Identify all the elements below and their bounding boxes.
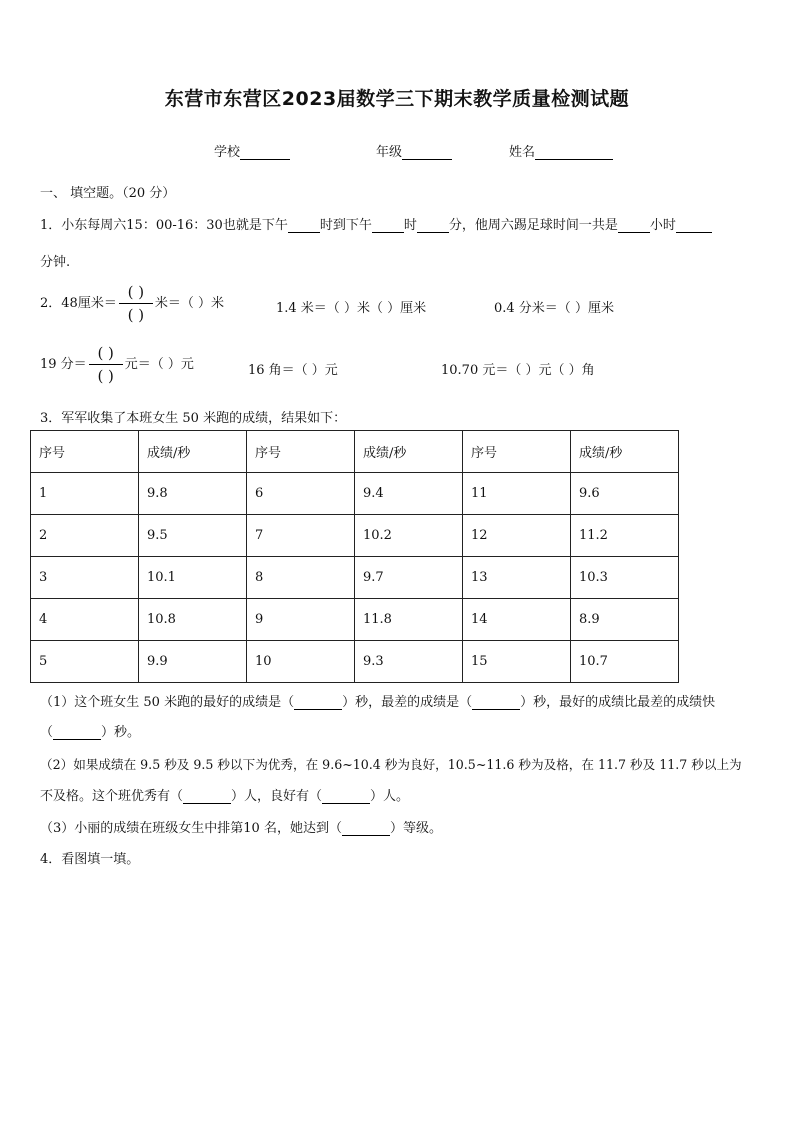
q3-text: ）等级。 (389, 821, 442, 836)
table-cell: 4 (31, 599, 139, 641)
grade-blank[interactable] (402, 146, 452, 160)
table-cell: 9.9 (139, 641, 247, 683)
table-row (31, 515, 679, 557)
table-header-cell: 序号 (31, 431, 139, 473)
q2-text: 19 分＝ (40, 357, 87, 372)
school-label: 学校 (214, 145, 241, 160)
q3-text: ）人。 (370, 789, 410, 804)
name-field (509, 141, 613, 160)
table-cell: 14 (463, 599, 571, 641)
table-cell: 8.9 (571, 599, 679, 641)
q3-sub3-blank[interactable] (342, 823, 390, 836)
table-header-cell: 序号 (463, 431, 571, 473)
table-cell: 9.8 (139, 473, 247, 515)
q1-blank-2[interactable] (372, 218, 404, 233)
grade-label: 年级 (376, 145, 403, 160)
question-1-cont: 分钟. (40, 255, 71, 270)
q3-text: （3）小丽的成绩在班级女生中排第10 名，她达到（ (40, 821, 342, 836)
fraction-denominator[interactable]: ( ) (97, 367, 114, 385)
q3-sub3 (40, 817, 442, 836)
table-cell: 2 (31, 515, 139, 557)
table-cell: 9.5 (139, 515, 247, 557)
q2-text: 2．48厘米＝ (40, 296, 117, 311)
page-title: 东营市东营区2023届数学三下期末教学质量检测试题 (164, 88, 630, 110)
table-cell: 10.7 (571, 641, 679, 683)
q1-text: 时到下午 (319, 218, 372, 233)
section-heading: 一、 填空题。（20 分） (40, 186, 176, 201)
q2-line2-a (40, 344, 194, 385)
question-4: 4．看图填一填。 (40, 852, 140, 867)
q3-sub2: （2）如果成绩在 9.5 秒及 9.5 秒以下为优秀，在 9.6~10.4 秒为良好，10.5~11.6 秒为及格，在 11.7 秒及 11.7 秒以上为 (40, 757, 742, 772)
table-cell: 11.2 (571, 515, 679, 557)
q2-line2-b: 16 角＝（ ）元 (248, 363, 338, 378)
question-3-intro: 3．军军收集了本班女生 50 米跑的成绩，结果如下： (40, 411, 347, 426)
q2-line1-c: 0.4 分米＝（ ）厘米 (494, 301, 614, 316)
table-header-row (31, 431, 679, 473)
fraction-bar (89, 364, 123, 365)
fraction-denominator[interactable]: ( ) (127, 306, 145, 324)
q3-text: ）秒，最好的成绩比最差的成绩快 (520, 695, 716, 710)
q3-text: （ (40, 725, 54, 740)
table-cell: 10.2 (355, 515, 463, 557)
table-cell: 10 (247, 641, 355, 683)
q3-sub1-blank-3[interactable] (53, 727, 101, 740)
school-field (214, 141, 290, 160)
table-cell: 1 (31, 473, 139, 515)
table-cell: 12 (463, 515, 571, 557)
table-header-cell: 成绩/秒 (139, 431, 247, 473)
q1-text: 1．小东每周六15：00-16：30也就是下午 (40, 218, 288, 233)
q3-text: 不及格。这个班优秀有（ (40, 789, 184, 804)
table-cell: 9.7 (355, 557, 463, 599)
table-cell: 15 (463, 641, 571, 683)
q1-blank-4[interactable] (618, 218, 650, 233)
q2-text: 米＝（ ）米 (154, 296, 224, 311)
table-cell: 9.4 (355, 473, 463, 515)
fraction (119, 283, 153, 324)
table-row (31, 641, 679, 683)
q3-sub2-blank-1[interactable] (183, 791, 231, 804)
name-blank[interactable] (535, 146, 613, 160)
table-cell: 9.3 (355, 641, 463, 683)
table-cell: 9.6 (571, 473, 679, 515)
q3-text: ）人，良好有（ (231, 789, 323, 804)
table-cell: 9 (247, 599, 355, 641)
table-header-cell: 成绩/秒 (355, 431, 463, 473)
q2-text: 元＝（ ）元 (124, 357, 194, 372)
table-cell: 11.8 (355, 599, 463, 641)
q2-line1-a (40, 283, 224, 324)
q1-blank-1[interactable] (288, 218, 320, 233)
table-row (31, 599, 679, 641)
q2-line1-b: 1.4 米＝（ ）米（ ）厘米 (276, 301, 427, 316)
table-cell: 5 (31, 641, 139, 683)
table-cell: 10.8 (139, 599, 247, 641)
table-header-cell: 成绩/秒 (571, 431, 679, 473)
q1-text: 时 (403, 218, 417, 233)
table-cell: 7 (247, 515, 355, 557)
table-cell: 11 (463, 473, 571, 515)
fraction-numerator[interactable]: ( ) (97, 344, 114, 362)
q1-text: 分，他周六踢足球时间一共是 (448, 218, 618, 233)
q3-sub2-blank-2[interactable] (322, 791, 370, 804)
grade-field (376, 141, 452, 160)
fraction (89, 344, 123, 385)
table-row (31, 557, 679, 599)
table-row (31, 473, 679, 515)
table-cell: 13 (463, 557, 571, 599)
fraction-bar (119, 303, 153, 304)
table-cell: 8 (247, 557, 355, 599)
q3-sub1-cont (40, 721, 140, 740)
q1-blank-3[interactable] (417, 218, 449, 233)
scores-table (30, 430, 679, 683)
table-cell: 10.3 (571, 557, 679, 599)
q3-sub1 (40, 691, 715, 710)
name-label: 姓名 (509, 145, 536, 160)
q2-line2-c: 10.70 元＝（ ）元（ ）角 (441, 363, 595, 378)
table-cell: 6 (247, 473, 355, 515)
q3-sub1-blank-1[interactable] (294, 697, 342, 710)
question-1 (40, 214, 712, 233)
table-cell: 10.1 (139, 557, 247, 599)
fraction-numerator[interactable]: ( ) (127, 283, 145, 301)
table-cell: 3 (31, 557, 139, 599)
q3-text: ）秒。 (101, 725, 141, 740)
q3-text: （1）这个班女生 50 米跑的最好的成绩是（ (40, 695, 295, 710)
school-blank[interactable] (240, 146, 290, 160)
q1-blank-5[interactable] (676, 218, 712, 233)
table-header-cell: 序号 (247, 431, 355, 473)
q3-sub1-blank-2[interactable] (472, 697, 520, 710)
q3-sub2-cont (40, 785, 409, 804)
q1-text: 小时 (649, 218, 676, 233)
q3-text: ）秒，最差的成绩是（ (342, 695, 473, 710)
